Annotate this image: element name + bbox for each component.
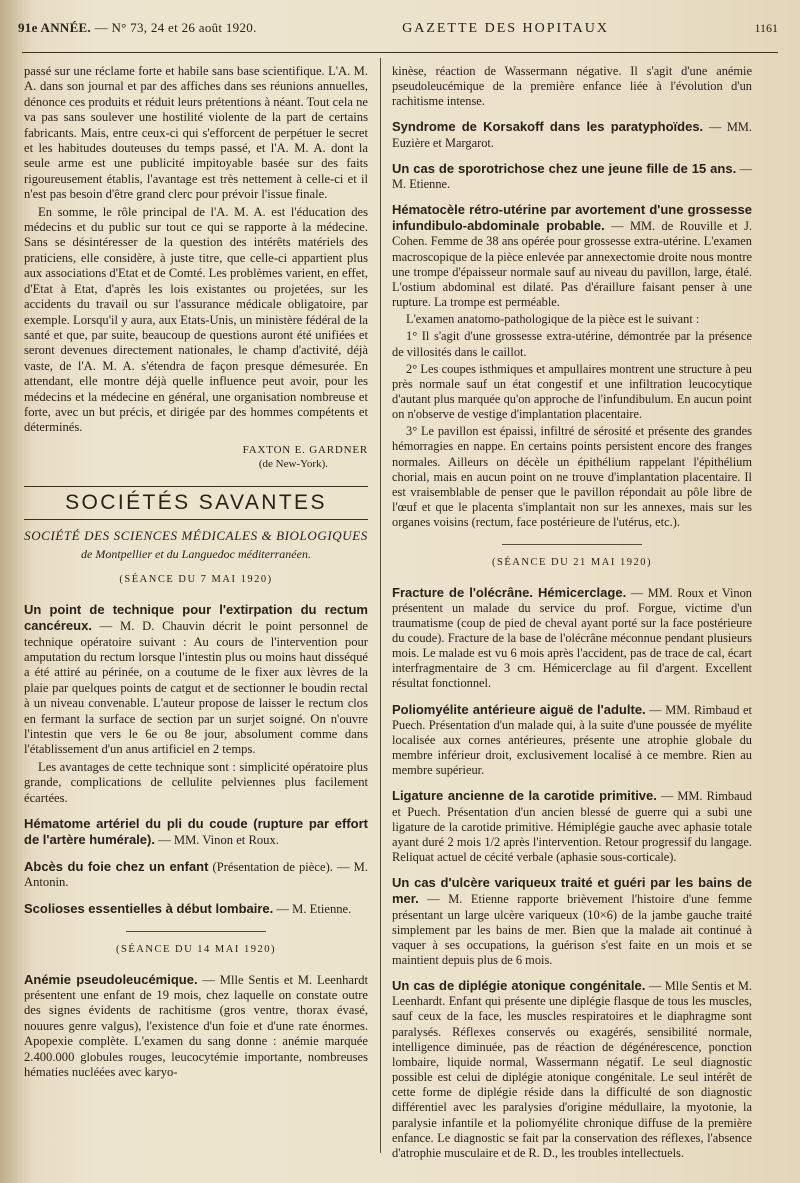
session-date: (SÉANCE DU 21 MAI 1920) <box>492 557 652 569</box>
divider <box>502 544 642 545</box>
communication-body: — MM. Vinon et Roux. <box>154 833 279 848</box>
paragraph: En somme, le rôle principal de l'A. M. A. est l'éducation des médecins et du public sur tout ce qui se rapporte à la médecine. Sans se désintéresser de la question des intérêts matériels des praticiens, elle considère, à juste titre, que celle-ci appartient plus aux associations d'Etat et de Comté. Les problèmes varient, en effet, d'Etat à Etat, d'après les lois existantes ou projetées, sur les accidents du travail ou sur l'assurance médicale obligatoire, par exemple. Lorsqu'il y aura, aux Etats-Unis, un ministère fédéral de la santé et que, par suite, beaucoup de questions auront été unifiées et seront devenues directement nationales, le champ d'activité, déjà vaste, de l'A. M. A. s'étendra de façon presque démesurée. En attendant, elle montre déjà quelle influence peut avoir, pour les médecins et la médecine en général, une organisation nombreuse et forte, avec un but précis, et dirigée par des hommes compétents et déterminés. <box>24 204 368 435</box>
communication <box>392 119 752 150</box>
communication <box>392 161 752 192</box>
communication-body: — MM. Rimbaud et Puech. Présentation d'un malade qui, à la suite d'une poussée de myélite localisée aux cornes antérieures, présente une atrophie globale du membre inférieur droit, exclusivement localisé à ce membre. Rien au membre supérieur. <box>392 702 752 778</box>
paragraph: passé sur une réclame forte et habile sans base scientifique. L'A. M. A. dans son journal et par des affiches dans ses réunions annuelles, dénonce ces produits et réduit leurs prétentions à néant. Tout cela ne va pas sans soulever une hostilité violente de la part de certains fabricants. Mais, entre ceux-ci qui s'efforcent de perpétuer le secret et les habitudes douteuses du temps passé, et l'A. M. A. dont la seule arme est une publicité impitoyable basée sur des faits rigoureusement établis, l'avantage est très nettement à celle-ci et il n'est pas besoin d'être grand clerc pour prévoir l'issue finale. <box>24 64 368 202</box>
issue-number: — N° 73, 24 et 26 août 1920. <box>94 20 257 35</box>
communication-title: Abcès du foie chez un enfant <box>24 858 209 874</box>
communication-body: — M. Etienne rapporte brièvement l'histoire d'une femme présentant un large ulcère variqueux (10×6) de la jambe gauche traité simplement par les bains de mer. Bien que la malade ait continué à vaquer à ses occupations, la guérison s'est faite en un mois et se maintient depuis plus de 6 mois. <box>392 892 752 967</box>
section-rule <box>24 486 368 487</box>
communication-title: Un cas de sporotrichose chez une jeune fille de 15 ans. <box>392 160 737 176</box>
session-date: (SÉANCE DU 7 MAI 1920) <box>119 574 273 586</box>
communication-body: — MM. Roux et Vinon présentent un malade du service du prof. Forgue, victime d'un traumatisme (coup de pied de cheval ayant porté sur la face postérieure du coude). Fracture de la base de l'olécrâne méconnue pendant plusieurs mois. Le malade est vu 6 mois après l'accident, pas de trace de cal, écart interfragmentaire de 3 cm. Hémicerclage au fil d'argent. Excellent résultat fonctionnel. <box>392 585 753 691</box>
communication <box>392 585 752 692</box>
paragraph: 1° Il s'agit d'une grossesse extra-utérine, démontrée par la présence de villosités dans le caillot. <box>392 329 752 359</box>
communication-body: — M. Etienne. <box>273 901 352 916</box>
paragraph: 3° Le pavillon est épaissi, infiltré de sérosité et présente des grandes hémorragies en nappe. En certains points persistent encore des franges normales. Ailleurs on décèle un épithélium rappelant l'épithélium chorial, mais en aucun point on ne trouve d'implantation placentaire. Il est vraisemblable de penser que le pavillon répondait au pôle libre de l'œuf et que le placenta s'implantait non sur les annexes, mais sur les organes voisins (rectum, face postérieure de l'utérus, etc.). <box>392 424 752 530</box>
communication <box>24 816 368 849</box>
page-number: 1161 <box>754 21 778 35</box>
communication-title: Anémie pseudoleucémique. <box>24 971 198 987</box>
communication-title: Fracture de l'olécrâne. Hémicerclage. <box>392 584 627 600</box>
year-label: 91e ANNÉE. <box>18 20 92 35</box>
issue-line <box>18 20 257 36</box>
communication-body: — MM. Euzière et Margarot. <box>392 120 753 150</box>
communication <box>392 788 752 865</box>
communication-body: — Mlle Sentis et M. Leenhardt. Enfant qui présente une diplégie flasque de tous les muscles, sauf ceux de la face, les muscles respiratoires et le diaphragme sont paralysés. Réflexes conservés ou exagérés, sensibilité normale, intelligence diminuée, pas de réaction de dégénérescence, ponction lombaire, liquide normal, Wassermann négatif. Le seul diagnostic possible est celui de diplégie atonique congénitale. Le seul intérêt de cette forme de diplégie réside dans la difficulté de son diagnostic différentiel avec les paralysies d'origine médullaire, la myotonie, la paralysie infantile et la poliomyélite chronique diffuse de la première enfance. Le diagnostic se fait par la conservation des réflexes, l'absence d'atrophie musculaire et de R. D., les troubles intellectuels. <box>392 979 752 1160</box>
communication-title: Un cas d'ulcère variqueux traité et guéri par les bains de mer. <box>392 875 752 907</box>
paragraph: kinèse, réaction de Wassermann négative. Il s'agit d'une anémie pseudoleucémique de la première enfance liée à l'évolution d'un rachitisme intense. <box>392 64 752 109</box>
paragraph: Les avantages de cette technique sont : simplicité opératoire plus grande, complications de cellulite pelviennes plus facilement écartées. <box>24 759 368 805</box>
communication-body: — MM. de Rouville et J. Cohen. Femme de 38 ans opérée pour grossesse extra-utérine. L'examen macroscopique de la pièce enlevée par annexectomie droite nous montre une trompe d'épaisseur normale sauf au niveau du pavillon, large, étalé. L'ostium abdominal est dilaté. Pas d'éraillure faisant penser à une rupture. La trompe est perméable. <box>392 219 753 310</box>
session-date: (SÉANCE DU 14 MAI 1920) <box>116 944 276 956</box>
author-signature: FAXTON E. GARDNER <box>242 443 368 456</box>
communication-body: — M. D. Chauvin décrit le point personnel de technique opératoire suivant : Au cours de l'intervention pour amputation du rectum lorsque l'intestin plus ou moins haut disséqué a été attiré au périnée, on a coutume de le fixer aux lèvres de la plaie par quelques points de catgut et de sectionner le boudin rectal à un niveau convenable. L'auteur propose de laisser le rectum clos en fermant la surface de section par un surjet soigné. On n'ouvre l'intestin que vers le 6e ou 8e jour, absolument comme dans l'établissement d'un anus artificiel en 2 temps. <box>24 619 368 757</box>
communication-title: Hématome artériel du pli du coude (rupture par effort de l'artère humérale). <box>24 816 368 848</box>
header-rule <box>22 52 778 53</box>
communication <box>392 978 752 1161</box>
communication <box>24 602 368 758</box>
communication <box>392 202 752 310</box>
communication-body: — M. Etienne. <box>392 161 752 191</box>
communication-title: Ligature ancienne de la carotide primitive. <box>392 788 657 804</box>
column-divider <box>380 58 381 1153</box>
journal-title: GAZETTE DES HOPITAUX <box>402 21 609 36</box>
page-header <box>18 20 778 48</box>
section-title: SOCIÉTÉS SAVANTES <box>65 491 327 515</box>
communication <box>24 901 368 917</box>
communication-title: Scolioses essentielles à début lombaire. <box>24 900 274 916</box>
communication-body: (Présentation de pièce). — M. Antonin. <box>24 859 368 890</box>
divider <box>126 931 266 932</box>
right-column <box>392 64 752 1163</box>
author-origin: (de New-York). <box>258 457 328 470</box>
communication-title: Hématocèle rétro-utérine par avortement d'une grossesse infundibulo-abdominale probable. <box>392 202 752 234</box>
communication-title: Syndrome de Korsakoff dans les paratyphoïdes. <box>392 119 704 135</box>
communication-body: — Mlle Sentis et M. Leenhardt présentent une enfant de 19 mois, chez laquelle on constate outre des signes évidents de rachitisme (gros ventre, thorax évasé, nouures genre valgus), l'existence d'un foie et d'une rate énormes. Apopexie complète. L'examen du sang donne : anémie marquée 2.400.000 globules rouges, leucocytémie importante, nombreuses hématies nucléées avec karyo- <box>24 972 368 1079</box>
communication <box>24 859 368 891</box>
communication <box>392 702 752 779</box>
communication-body: — MM. Rimbaud et Puech. Présentation d'un ancien blessé de guerre qui a subi une ligature de la carotide primitive. Hémiplégie gauche avec aphasie totale ayant duré 2 mois 1/2 après l'intervention. Retour progressif du langage. Reliquat actuel de cécité verbale (aphasie sous-corticale). <box>392 789 752 865</box>
left-column <box>24 64 368 1082</box>
communication <box>24 972 368 1081</box>
communication-title: Un cas de diplégie atonique congénitale. <box>392 978 646 994</box>
society-subtitle: de Montpellier et du Languedoc méditerranéen. <box>81 546 311 561</box>
society-title: SOCIÉTÉ DES SCIENCES MÉDICALES & BIOLOGIQUES <box>24 527 368 543</box>
paragraph: L'examen anatomo-pathologique de la pièce est le suivant : <box>406 312 700 327</box>
communication <box>392 875 752 968</box>
paragraph: 2° Les coupes isthmiques et ampullaires montrent une structure à peu près normale sauf un état congestif et une infiltration leucocytique d'autant plus marquée qu'on approche de l'infundibulum. En aucun point on n'observe de vestige d'implantation placentaire. <box>392 361 752 422</box>
communication-title: Poliomyélite antérieure aiguë de l'adulte. <box>392 701 646 717</box>
section-rule <box>24 519 368 520</box>
communication-title: Un point de technique pour l'extirpation du rectum cancéreux. <box>24 601 368 634</box>
